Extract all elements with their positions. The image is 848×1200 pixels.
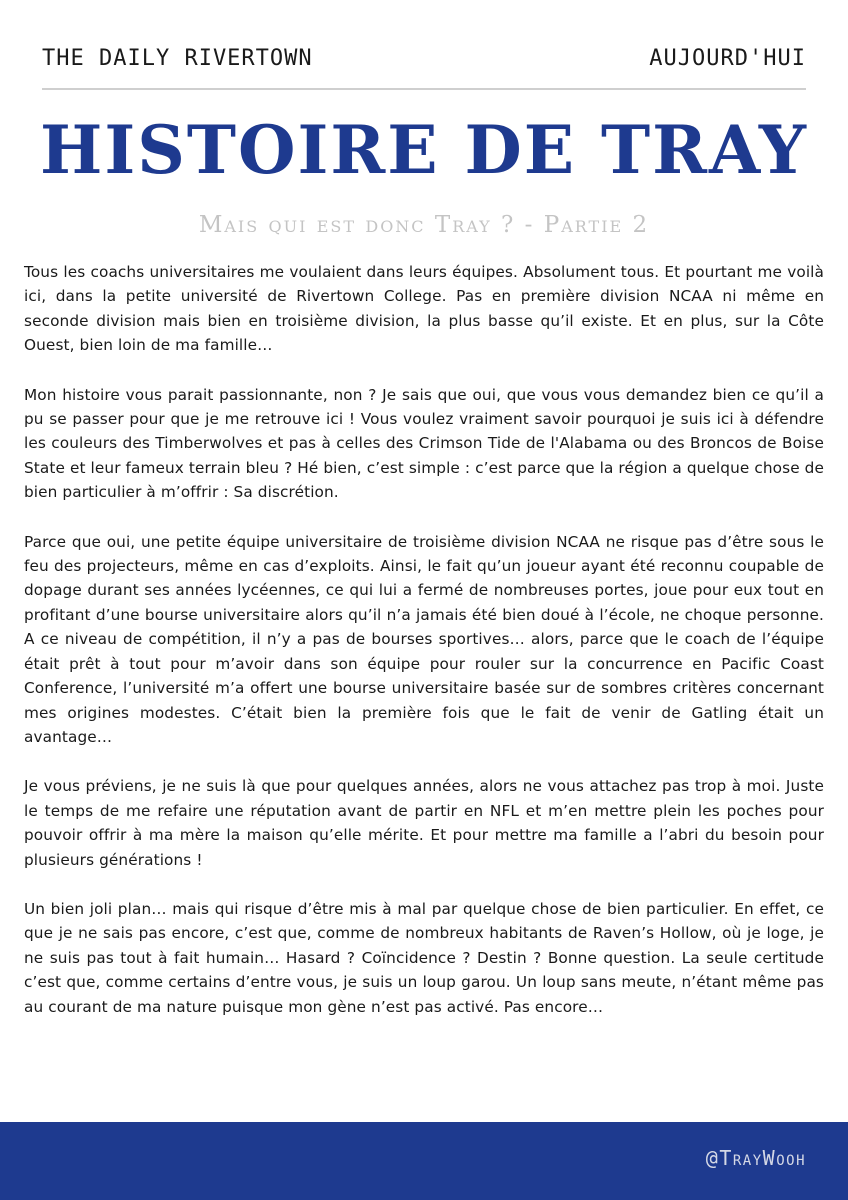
paragraph-2: Mon histoire vous parait passionnante, non ? Je sais que oui, que vous vous demandez bien ce qu’il a pu se passer pour que je me retrouve ici ! Vous voulez vraiment savoir pourquoi je suis ici à défendre les couleurs des Timberwolves et pas à celles des Crimson Tide de l'Alabama ou des Broncos de Boise State et leur fameux terrain bleu ? Hé bien, c’est simple : c’est parce que la région a quelque chose de bien particulier à m’offrir : Sa discrétion. (24, 385, 824, 502)
publication-name: THE DAILY RIVERTOWN (42, 46, 313, 71)
footer-band (0, 1122, 848, 1200)
paragraph-4: Je vous préviens, je ne suis là que pour quelques années, alors ne vous attachez pas trop à moi. Juste le temps de me refaire une réputation avant de partir en NFL et m’en mettre plein les poches pour pouvoir offrir à ma mère la maison qu’elle mérite. Et pour mettre ma famille a l’abri du besoin pour plusieurs générations ! (24, 777, 824, 869)
publication-date: AUJOURD'HUI (649, 46, 806, 71)
paragraph-5: Un bien joli plan… mais qui risque d’être mis à mal par quelque chose de bien particulier. En effet, ce que je ne sais pas encore, c’est que, comme de nombreux habitants de Raven’s Hollow, où je loge, je ne suis pas tout à fait humain… Hasard ? Coïncidence ? Destin ? Bonne question. La seule certitude c’est que, comme certains d’entre vous, je suis un loup garou. Un loup sans meute, n’étant même pas au courant de ma nature puisque mon gène n’est pas activé. Pas encore… (24, 899, 824, 1016)
paragraph-3: Parce que oui, une petite équipe universitaire de troisième division NCAA ne risque pas d’être sous le feu des projecteurs, même en cas d’exploits. Ainsi, le fait qu’un joueur ayant été reconnu coupable de dopage durant ses années lycéennes, ce qui lui a fermé de nombreuses portes, joue pour eux tout en profitant d’une bourse universitaire alors qu’il n’a jamais été bien doué à l’école, ne choque personne. A ce niveau de compétition, il n’y a pas de bourses sportives… alors, parce que le coach de l’équipe était prêt à tout pour m’avoir dans son équipe pour rouler sur la concurrence en Pacific Coast Conference, l’université m’a offert une bourse universitaire basée sur de sombres critères concernant mes origines modestes. C’était bien la première fois que le fait de venir de Gatling était un avantage… (24, 532, 824, 746)
masthead (42, 44, 806, 90)
page-title: HISTOIRE DE TRAY (39, 111, 809, 189)
social-handle: @TrayWooh (705, 1146, 806, 1170)
subtitle: Mais qui est donc Tray ? - Partie 2 (198, 212, 650, 238)
article-body (24, 260, 824, 1044)
paragraph-1: Tous les coachs universitaires me voulaient dans leurs équipes. Absolument tous. Et pourtant me voilà ici, dans la petite université de Rivertown College. Pas en première division NCAA ni même en seconde division mais bien en troisième division, la plus basse qu’il existe. Et en plus, sur la Côte Ouest, bien loin de ma famille… (24, 263, 824, 355)
